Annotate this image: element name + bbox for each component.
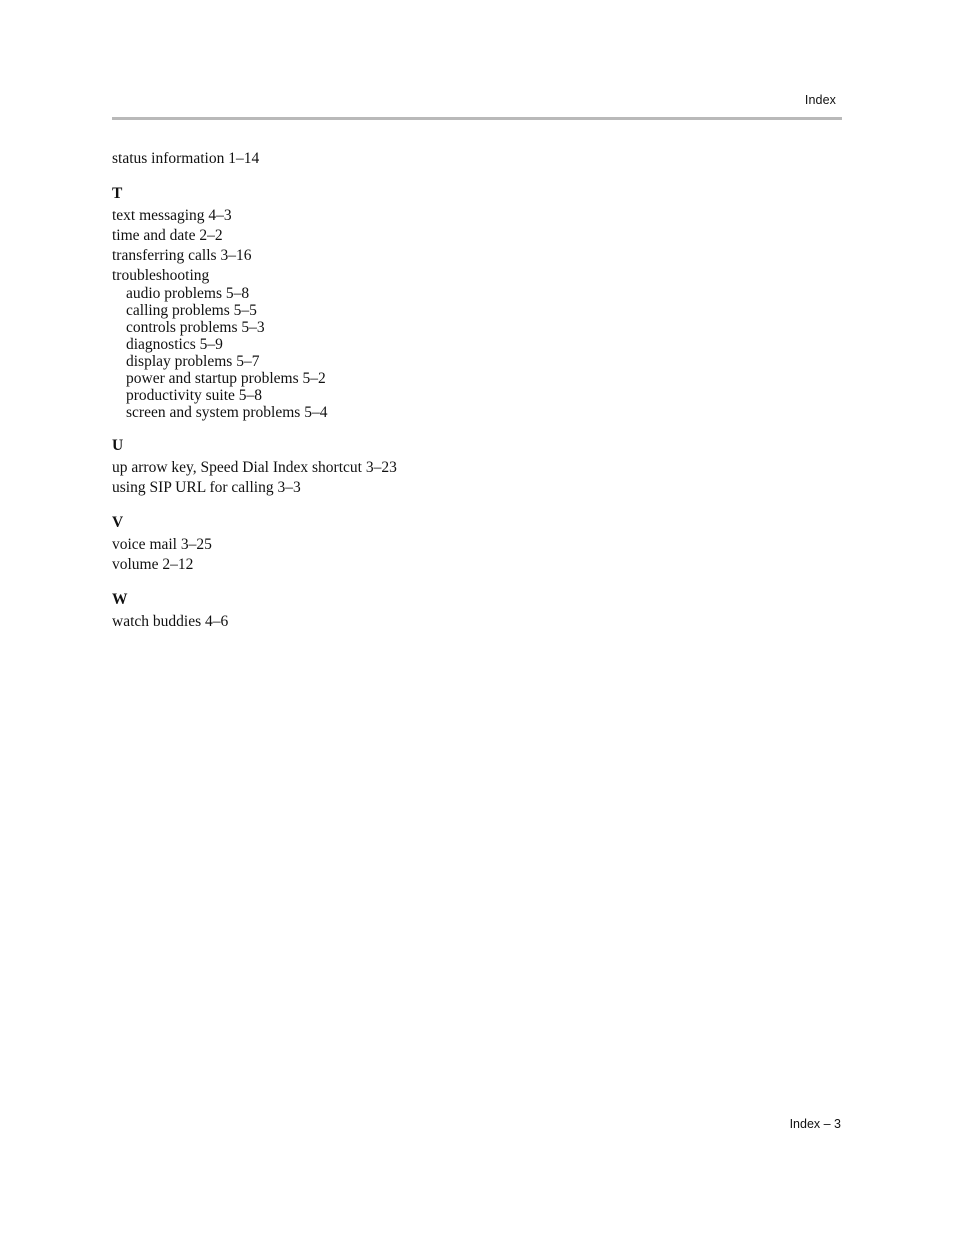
index-entry: transferring calls 3–16 bbox=[112, 247, 252, 264]
index-entry-troubleshooting: troubleshooting bbox=[112, 267, 210, 284]
section-letter: U bbox=[112, 437, 124, 454]
index-entry: text messaging 4–3 bbox=[112, 207, 232, 224]
index-section-v bbox=[112, 513, 397, 575]
index-subentry: power and startup problems 5–2 bbox=[126, 370, 326, 387]
index-subentry: calling problems 5–5 bbox=[126, 302, 257, 319]
header-rule bbox=[112, 117, 842, 120]
index-subentry: screen and system problems 5–4 bbox=[126, 404, 328, 421]
page-number: Index – 3 bbox=[789, 1117, 841, 1131]
index-section-t bbox=[112, 184, 397, 421]
index-subentry: display problems 5–7 bbox=[126, 353, 260, 370]
index-entry: time and date 2–2 bbox=[112, 227, 223, 244]
index-entry: using SIP URL for calling 3–3 bbox=[112, 479, 301, 496]
index-subentry: audio problems 5–8 bbox=[126, 285, 250, 302]
index-subentry: productivity suite 5–8 bbox=[126, 387, 263, 404]
index-entry: voice mail 3–25 bbox=[112, 536, 212, 553]
section-letter: W bbox=[112, 591, 128, 608]
troubleshooting-subentries bbox=[112, 285, 397, 421]
index-entry: status information 1–14 bbox=[112, 150, 260, 167]
section-letter: V bbox=[112, 514, 124, 531]
section-letter: T bbox=[112, 185, 123, 202]
index-body bbox=[112, 149, 397, 632]
running-header: Index bbox=[804, 93, 836, 107]
index-entry: volume 2–12 bbox=[112, 556, 194, 573]
index-section-w bbox=[112, 590, 397, 632]
index-section-u bbox=[112, 436, 397, 498]
index-subentry: controls problems 5–3 bbox=[126, 319, 265, 336]
index-entry: up arrow key, Speed Dial Index shortcut 3–23 bbox=[112, 459, 397, 476]
index-subentry: diagnostics 5–9 bbox=[126, 336, 223, 353]
index-entry: watch buddies 4–6 bbox=[112, 613, 229, 630]
